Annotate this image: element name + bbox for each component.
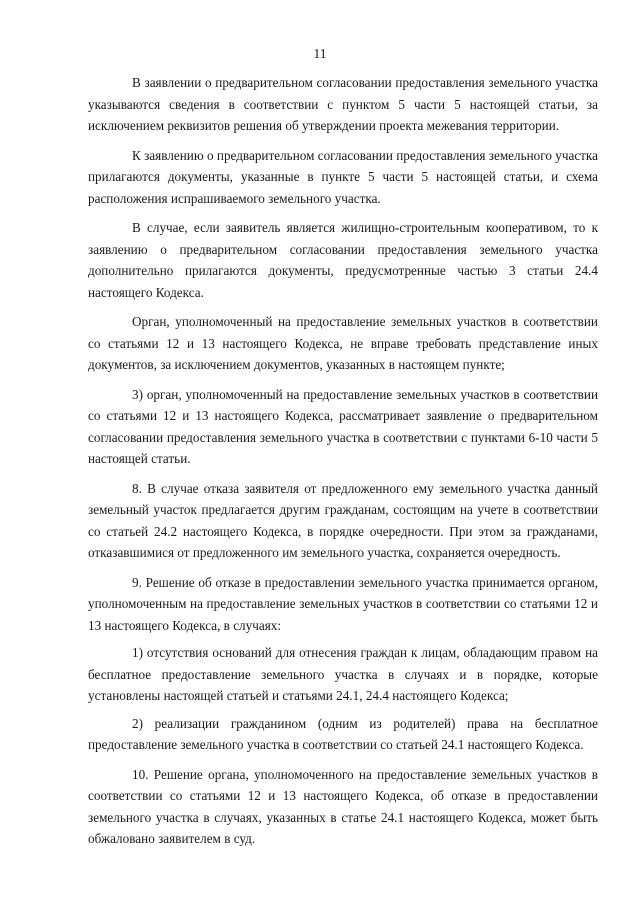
paragraph-item-9: 9. Решение об отказе в предоставлении земельного участка принимается органом, уполномоченным на предоставление земельных участков в соответствии со статьями 12 и 13 настоящего Кодекса, в случаях: [88, 574, 598, 633]
paragraph-item-9-1: 1) отсутствия оснований для отнесения граждан к лицам, обладающим правом на бесплатное предоставление земельного участка в случаях и в порядке, которые установлены настоящей статьей и статьями 24.1, 24.4 настоящего Кодекса; [88, 645, 598, 703]
document-body [88, 72, 598, 858]
paragraph-attached-documents: К заявлению о предварительном согласовании предоставления земельного участка прилагаются документы, указанные в пункте 5 части 5 настоящей статьи, и схема расположения испрашиваемого земельного участка. [88, 147, 598, 206]
paragraph-item-10: 10. Решение органа, уполномоченного на предоставление земельных участков в соответствии со статьями 12 и 13 настоящего Кодекса, об отказе в предоставлении земельного участка в случаях, указанных в статье 24.1 настоящего Кодекса, может быть обжаловано заявителем в суд. [88, 766, 598, 846]
paragraph-authority-restriction: Орган, уполномоченный на предоставление земельных участков в соответствии со статьями 12 и 13 настоящего Кодекса, не вправе требовать представление иных документов, за исключением документов, указанных в настоящем пункте; [88, 314, 598, 372]
paragraph-housing-cooperative: В случае, если заявитель является жилищно-строительным кооперативом, то к заявлению о предварительном согласовании предоставления земельного участка дополнительно прилагаются документы, предусмотренные частью 3 статьи 24.4 настоящего Кодекса. [88, 220, 598, 300]
paragraph-application-content: В заявлении о предварительном согласовании предоставления земельного участка указываются сведения в соответствии с пунктом 5 части 5 настоящей статьи, за исключением реквизитов решения об утверждении проекта межевания территории. [88, 75, 598, 133]
page-number: 11 [313, 46, 327, 61]
paragraph-item-8: 8. В случае отказа заявителя от предложенного ему земельного участка данный земельный участок предлагается другим гражданам, состоящим на учете в соответствии со статьей 24.2 настоящего Кодекса, в порядке очередности. При этом за гражданами, отказавшимися от предложенного им земельного участка, сохраняется очередность. [88, 480, 598, 560]
paragraph-item-3: 3) орган, уполномоченный на предоставление земельных участков в соответствии со статьями 12 и 13 настоящего Кодекса, рассматривает заявление о предварительном согласовании предоставления земельного участка в соответствии с пунктами 6-10 части 5 настоящей статьи. [88, 386, 598, 466]
paragraph-item-9-2: 2) реализации гражданином (одним из родителей) права на бесплатное предоставление земельного участка в соответствии со статьей 24.1 настоящего Кодекса. [88, 715, 598, 752]
